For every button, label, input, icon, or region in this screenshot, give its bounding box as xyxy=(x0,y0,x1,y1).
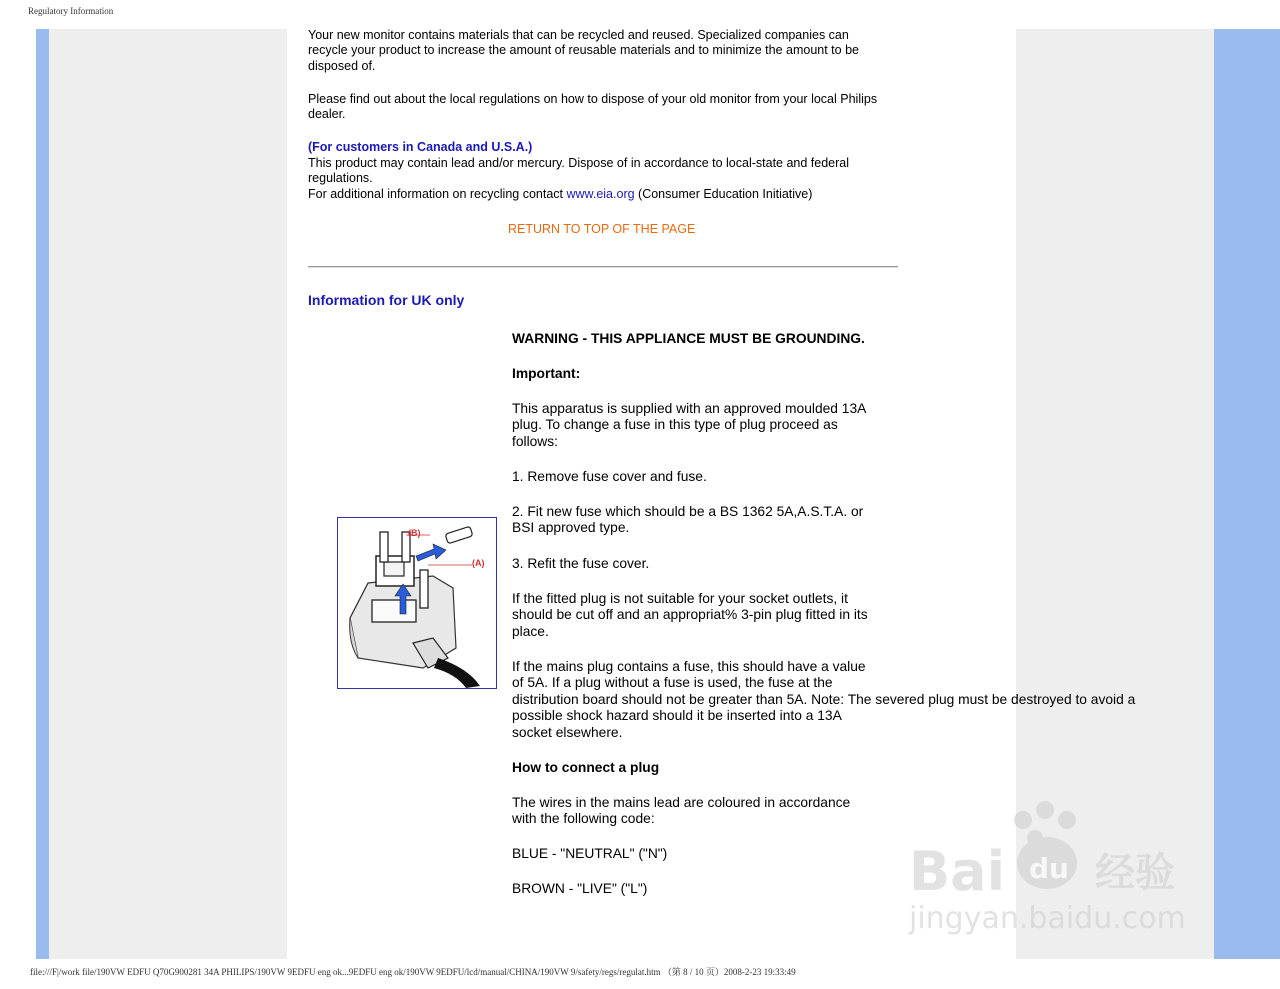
intro-text: This apparatus is supplied with an approved moulded 13A plug. To change a fuse in this type of plug proceed as follows: xyxy=(512,401,866,449)
diagram-label-a: (A) xyxy=(472,558,485,568)
mains-line-5: socket elsewhere. xyxy=(512,724,623,740)
watermark-cn: 经验 xyxy=(1095,850,1175,896)
page-footer: file:///F|/work file/190VW EDFU Q70G900281 34A PHILIPS/190VW 9EDFU eng ok...9EDFU eng ok/190VW 9EDFU/lcd/manual/CHINA/190VW 9/safety/regs/regulat.htm （第 8 / 10 页）2008-2-23 19:33:49 xyxy=(30,967,796,977)
mains-line-2: of 5A. If a plug without a fuse is used, the fuse at the xyxy=(512,675,833,691)
contact-suffix: (Consumer Education Initiative) xyxy=(634,187,813,201)
watermark-brand: Bai xyxy=(909,840,1006,903)
recycling-contact xyxy=(308,187,908,202)
canada-text: This product may contain lead and/or mercury. Dispose of in accordance to local-state and federal regulations. xyxy=(308,156,850,186)
step-3: 3. Refit the fuse cover. xyxy=(512,556,650,571)
eia-link[interactable]: www.eia.org xyxy=(566,187,635,201)
mains-line-1: If the mains plug contains a fuse, this should have a value xyxy=(512,659,866,674)
left-gray-panel xyxy=(49,29,287,959)
brown-wire-code: BROWN - "LIVE" ("L") xyxy=(512,881,648,896)
important-label: Important: xyxy=(512,366,581,381)
wires-intro: The wires in the mains lead are coloured in accordance with the following code: xyxy=(512,795,851,827)
page-header: Regulatory Information xyxy=(28,6,114,16)
unsuitable-plug-text: If the fitted plug is not suitable for your socket outlets, it should be cut off and an appropriat% 3-pin plug fitted in its place. xyxy=(512,591,868,639)
return-to-top-link[interactable]: RETURN TO TOP OF THE PAGE xyxy=(508,222,696,236)
watermark-brand2: du xyxy=(1029,852,1069,885)
left-blue-bar xyxy=(36,29,49,959)
step-1: 1. Remove fuse cover and fuse. xyxy=(512,469,707,484)
step-2: 2. Fit new fuse which should be a BS 1362 5A,A.S.T.A. or BSI approved type. xyxy=(512,504,864,536)
contact-prefix: For additional information on recycling contact xyxy=(308,187,567,201)
baidu-watermark xyxy=(905,798,1205,938)
mains-fuse-text xyxy=(512,659,1135,741)
mains-line-4: possible shock hazard should it be inserted into a 13A xyxy=(512,708,842,724)
uk-section-title: Information for UK only xyxy=(308,292,465,308)
canada-heading: (For customers in Canada and U.S.A.) xyxy=(308,140,533,154)
mains-line-3: distribution board should not be greater than 5A. Note: The severed plug must be destroyed to avoid a xyxy=(512,691,1136,707)
connect-plug-heading: How to connect a plug xyxy=(512,760,660,775)
plug-diagram xyxy=(337,517,497,689)
blue-wire-code: BLUE - "NEUTRAL" ("N") xyxy=(512,846,668,861)
recycling-paragraph-1: Your new monitor contains materials that can be recycled and reused. Specialized companies can recycle your product to increase the amount of reusable materials and to minimize the amount to be disposed of. xyxy=(308,28,859,73)
warning-text: WARNING - THIS APPLIANCE MUST BE GROUNDING. xyxy=(512,331,865,346)
section-divider xyxy=(308,266,898,268)
right-blue-bar xyxy=(1214,29,1280,959)
diagram-label-b: (B) xyxy=(408,528,421,538)
watermark-url: jingyan.baidu.com xyxy=(909,901,1186,936)
recycling-paragraph-2: Please find out about the local regulations on how to dispose of your old monitor from your local Philips dealer. xyxy=(308,92,878,122)
